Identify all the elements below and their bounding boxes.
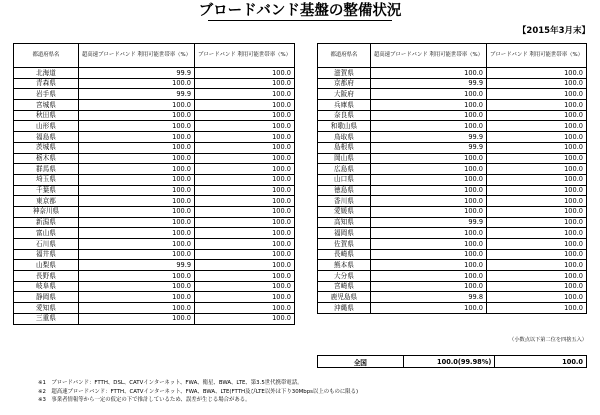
broadband-rate: 100.0: [195, 206, 295, 217]
prefecture-name: 鹿児島県: [318, 292, 371, 303]
broadband-rate: 100.0: [487, 228, 587, 239]
prefecture-name: 群馬県: [14, 164, 79, 175]
prefecture-name: 大分県: [318, 271, 371, 282]
broadband-rate: 100.0: [195, 153, 295, 164]
ultra-broadband-rate: 100.0: [370, 303, 486, 314]
prefecture-name: 和歌山県: [318, 121, 371, 132]
broadband-rate: 100.0: [487, 217, 587, 228]
table-row: [318, 206, 587, 217]
header-prefecture: 都道府県名: [318, 44, 371, 68]
prefecture-name: 愛知県: [14, 303, 79, 314]
prefecture-name: 福島県: [14, 132, 79, 143]
ultra-broadband-rate: 100.0: [78, 239, 194, 250]
table-row: [318, 271, 587, 282]
total-label: 全国: [318, 356, 404, 368]
table-header-row: [318, 44, 587, 68]
prefecture-name: 滋賀県: [318, 68, 371, 79]
broadband-rate: 100.0: [195, 196, 295, 207]
broadband-rate: 100.0: [195, 142, 295, 153]
table-row: [14, 142, 295, 153]
prefecture-name: 岐阜県: [14, 281, 79, 292]
broadband-rate: 100.0: [487, 121, 587, 132]
prefecture-name: 兵庫県: [318, 100, 371, 111]
ultra-broadband-rate: 100.0: [370, 260, 486, 271]
broadband-rate: 100.0: [195, 249, 295, 260]
broadband-rate: 100.0: [487, 185, 587, 196]
table-row: [318, 164, 587, 175]
prefecture-name: 栃木県: [14, 153, 79, 164]
prefecture-table-left: [13, 43, 295, 325]
table-row: [14, 260, 295, 271]
footnotes: [38, 379, 358, 405]
prefecture-name: 広島県: [318, 164, 371, 175]
ultra-broadband-rate: 100.0: [78, 100, 194, 111]
ultra-broadband-rate: 99.9: [370, 78, 486, 89]
prefecture-name: 岩手県: [14, 89, 79, 100]
broadband-rate: 100.0: [195, 164, 295, 175]
ultra-broadband-rate: 100.0: [370, 89, 486, 100]
total-ultra-value: 100.0(99.98%): [403, 356, 495, 368]
ultra-broadband-rate: 100.0: [78, 142, 194, 153]
ultra-broadband-rate: 100.0: [78, 110, 194, 121]
rounding-note: （小数点以下第二位を四捨五入）: [509, 337, 587, 343]
prefecture-name: 福岡県: [318, 228, 371, 239]
ultra-broadband-rate: 100.0: [78, 153, 194, 164]
ultra-broadband-rate: 100.0: [78, 185, 194, 196]
ultra-broadband-rate: 100.0: [78, 249, 194, 260]
header-ultra-broadband: 超高速ブロードバンド 利用可能世帯率（%）: [78, 44, 194, 68]
footnote-1: ※1 ブロードバンド：FTTH、DSL、CATVインターネット、FWA、衛星、BWA、LTE、第3.5世代携帯電話。: [38, 380, 303, 386]
ultra-broadband-rate: 100.0: [370, 239, 486, 250]
ultra-broadband-rate: 100.0: [78, 196, 194, 207]
table-row: [14, 121, 295, 132]
table-row: [318, 121, 587, 132]
table-row: [14, 68, 295, 79]
ultra-broadband-rate: 100.0: [78, 121, 194, 132]
prefecture-name: 山形県: [14, 121, 79, 132]
table-row: [14, 303, 295, 314]
prefecture-name: 神奈川県: [14, 206, 79, 217]
prefecture-name: 徳島県: [318, 185, 371, 196]
table-row: [14, 217, 295, 228]
ultra-broadband-rate: 99.8: [370, 292, 486, 303]
broadband-rate: 100.0: [195, 121, 295, 132]
ultra-broadband-rate: 100.0: [78, 303, 194, 314]
prefecture-name: 埼玉県: [14, 174, 79, 185]
prefecture-name: 島根県: [318, 142, 371, 153]
table-row: [318, 68, 587, 79]
broadband-rate: 100.0: [487, 132, 587, 143]
table-row: [14, 132, 295, 143]
ultra-broadband-rate: 100.0: [370, 228, 486, 239]
table-row: [14, 100, 295, 111]
prefecture-table-right: [317, 43, 587, 314]
ultra-broadband-rate: 99.9: [78, 68, 194, 79]
ultra-broadband-rate: 100.0: [370, 196, 486, 207]
footnote-2: ※2 超高速ブロードバンド：FTTH、CATVインターネット、FWA、BWA、LTE(FTTH及びLTE以外は下り30Mbps以上のものに限る): [38, 388, 359, 395]
ultra-broadband-rate: 100.0: [370, 153, 486, 164]
prefecture-name: 富山県: [14, 228, 79, 239]
ultra-broadband-rate: 100.0: [78, 206, 194, 217]
broadband-rate: 100.0: [195, 185, 295, 196]
table-row: [14, 292, 295, 303]
table-row: [14, 239, 295, 250]
ultra-broadband-rate: 100.0: [78, 132, 194, 143]
ultra-broadband-rate: 100.0: [78, 164, 194, 175]
prefecture-name: 宮崎県: [318, 281, 371, 292]
table-row: [318, 100, 587, 111]
footnote-3: ※3 事業者情報等から一定の仮定の下で推計しているため、誤差が生じる場合がある。: [38, 397, 251, 403]
ultra-broadband-rate: 100.0: [78, 228, 194, 239]
table-row: [14, 313, 295, 324]
table-row: [318, 303, 587, 314]
total-bb-value: 100.0: [495, 356, 587, 368]
ultra-broadband-rate: 99.9: [370, 142, 486, 153]
national-total-table: [317, 355, 587, 368]
broadband-rate: 100.0: [195, 303, 295, 314]
ultra-broadband-rate: 100.0: [370, 271, 486, 282]
broadband-rate: 100.0: [487, 68, 587, 79]
ultra-broadband-rate: 100.0: [370, 68, 486, 79]
prefecture-name: 三重県: [14, 313, 79, 324]
ultra-broadband-rate: 100.0: [370, 185, 486, 196]
prefecture-name: 佐賀県: [318, 239, 371, 250]
broadband-rate: 100.0: [487, 89, 587, 100]
broadband-rate: 100.0: [195, 313, 295, 324]
ultra-broadband-rate: 99.9: [370, 217, 486, 228]
table-row: [14, 185, 295, 196]
table-row: [318, 132, 587, 143]
broadband-rate: 100.0: [487, 249, 587, 260]
table-row: [318, 110, 587, 121]
broadband-rate: 100.0: [195, 271, 295, 282]
prefecture-name: 千葉県: [14, 185, 79, 196]
ultra-broadband-rate: 100.0: [370, 206, 486, 217]
table-row: [318, 249, 587, 260]
title-underline: [208, 20, 392, 21]
broadband-rate: 100.0: [195, 281, 295, 292]
ultra-broadband-rate: 100.0: [370, 121, 486, 132]
broadband-rate: 100.0: [487, 174, 587, 185]
ultra-broadband-rate: 100.0: [370, 110, 486, 121]
broadband-rate: 100.0: [487, 260, 587, 271]
table-row: [14, 271, 295, 282]
table-row: [318, 78, 587, 89]
table-row: [14, 281, 295, 292]
prefecture-name: 山口県: [318, 174, 371, 185]
prefecture-name: 新潟県: [14, 217, 79, 228]
as-of-date: 【2015年3月末】: [517, 26, 590, 36]
prefecture-name: 長崎県: [318, 249, 371, 260]
ultra-broadband-rate: 100.0: [78, 292, 194, 303]
broadband-rate: 100.0: [195, 89, 295, 100]
broadband-rate: 100.0: [195, 239, 295, 250]
prefecture-name: 茨城県: [14, 142, 79, 153]
broadband-rate: 100.0: [487, 271, 587, 282]
table-row: [14, 196, 295, 207]
broadband-rate: 100.0: [195, 100, 295, 111]
broadband-rate: 100.0: [487, 206, 587, 217]
prefecture-name: 秋田県: [14, 110, 79, 121]
prefecture-name: 愛媛県: [318, 206, 371, 217]
header-broadband: ブロードバンド 利用可能世帯率（%）: [195, 44, 295, 68]
prefecture-name: 鳥取県: [318, 132, 371, 143]
ultra-broadband-rate: 100.0: [370, 174, 486, 185]
page-title: ブロードバンド基盤の整備状況: [198, 3, 402, 19]
broadband-rate: 100.0: [487, 239, 587, 250]
broadband-rate: 100.0: [487, 142, 587, 153]
prefecture-name: 山梨県: [14, 260, 79, 271]
broadband-rate: 100.0: [195, 292, 295, 303]
prefecture-name: 宮城県: [14, 100, 79, 111]
ultra-broadband-rate: 100.0: [370, 100, 486, 111]
broadband-rate: 100.0: [487, 164, 587, 175]
table-row: [318, 142, 587, 153]
ultra-broadband-rate: 100.0: [78, 174, 194, 185]
total-row: [318, 356, 587, 368]
table-row: [14, 78, 295, 89]
prefecture-name: 香川県: [318, 196, 371, 207]
broadband-rate: 100.0: [487, 100, 587, 111]
ultra-broadband-rate: 99.9: [78, 260, 194, 271]
table-row: [14, 110, 295, 121]
prefecture-name: 青森県: [14, 78, 79, 89]
prefecture-name: 石川県: [14, 239, 79, 250]
ultra-broadband-rate: 100.0: [78, 313, 194, 324]
ultra-broadband-rate: 100.0: [370, 164, 486, 175]
broadband-rate: 100.0: [487, 303, 587, 314]
broadband-rate: 100.0: [487, 153, 587, 164]
prefecture-name: 静岡県: [14, 292, 79, 303]
header-ultra-broadband: 超高速ブロードバンド 利用可能世帯率（%）: [370, 44, 486, 68]
broadband-rate: 100.0: [195, 217, 295, 228]
table-row: [318, 89, 587, 100]
table-row: [318, 174, 587, 185]
prefecture-name: 大阪府: [318, 89, 371, 100]
table-row: [318, 217, 587, 228]
broadband-rate: 100.0: [487, 281, 587, 292]
table-row: [14, 228, 295, 239]
table-row: [318, 228, 587, 239]
ultra-broadband-rate: 100.0: [78, 217, 194, 228]
table-row: [14, 89, 295, 100]
broadband-rate: 100.0: [195, 78, 295, 89]
table-row: [14, 153, 295, 164]
prefecture-name: 岡山県: [318, 153, 371, 164]
ultra-broadband-rate: 99.9: [78, 89, 194, 100]
broadband-rate: 100.0: [195, 174, 295, 185]
table-row: [318, 292, 587, 303]
prefecture-name: 長野県: [14, 271, 79, 282]
table-row: [14, 164, 295, 175]
prefecture-name: 高知県: [318, 217, 371, 228]
prefecture-name: 北海道: [14, 68, 79, 79]
table-row: [318, 260, 587, 271]
table-row: [318, 196, 587, 207]
table-row: [14, 206, 295, 217]
broadband-rate: 100.0: [487, 110, 587, 121]
table-row: [14, 249, 295, 260]
ultra-broadband-rate: 100.0: [370, 249, 486, 260]
broadband-rate: 100.0: [195, 132, 295, 143]
ultra-broadband-rate: 100.0: [78, 78, 194, 89]
broadband-rate: 100.0: [487, 292, 587, 303]
ultra-broadband-rate: 100.0: [78, 271, 194, 282]
header-broadband: ブロードバンド 利用可能世帯率（%）: [487, 44, 587, 68]
header-prefecture: 都道府県名: [14, 44, 79, 68]
prefecture-name: 沖縄県: [318, 303, 371, 314]
prefecture-name: 熊本県: [318, 260, 371, 271]
prefecture-name: 京都府: [318, 78, 371, 89]
ultra-broadband-rate: 99.9: [370, 132, 486, 143]
broadband-rate: 100.0: [487, 196, 587, 207]
ultra-broadband-rate: 100.0: [370, 281, 486, 292]
prefecture-name: 奈良県: [318, 110, 371, 121]
prefecture-name: 福井県: [14, 249, 79, 260]
broadband-rate: 100.0: [195, 110, 295, 121]
table-row: [318, 185, 587, 196]
prefecture-name: 東京都: [14, 196, 79, 207]
ultra-broadband-rate: 100.0: [78, 281, 194, 292]
broadband-rate: 100.0: [195, 260, 295, 271]
table-row: [318, 153, 587, 164]
broadband-rate: 100.0: [487, 78, 587, 89]
broadband-rate: 100.0: [195, 228, 295, 239]
table-header-row: [14, 44, 295, 68]
table-row: [318, 281, 587, 292]
table-row: [318, 239, 587, 250]
broadband-rate: 100.0: [195, 68, 295, 79]
table-row: [14, 174, 295, 185]
